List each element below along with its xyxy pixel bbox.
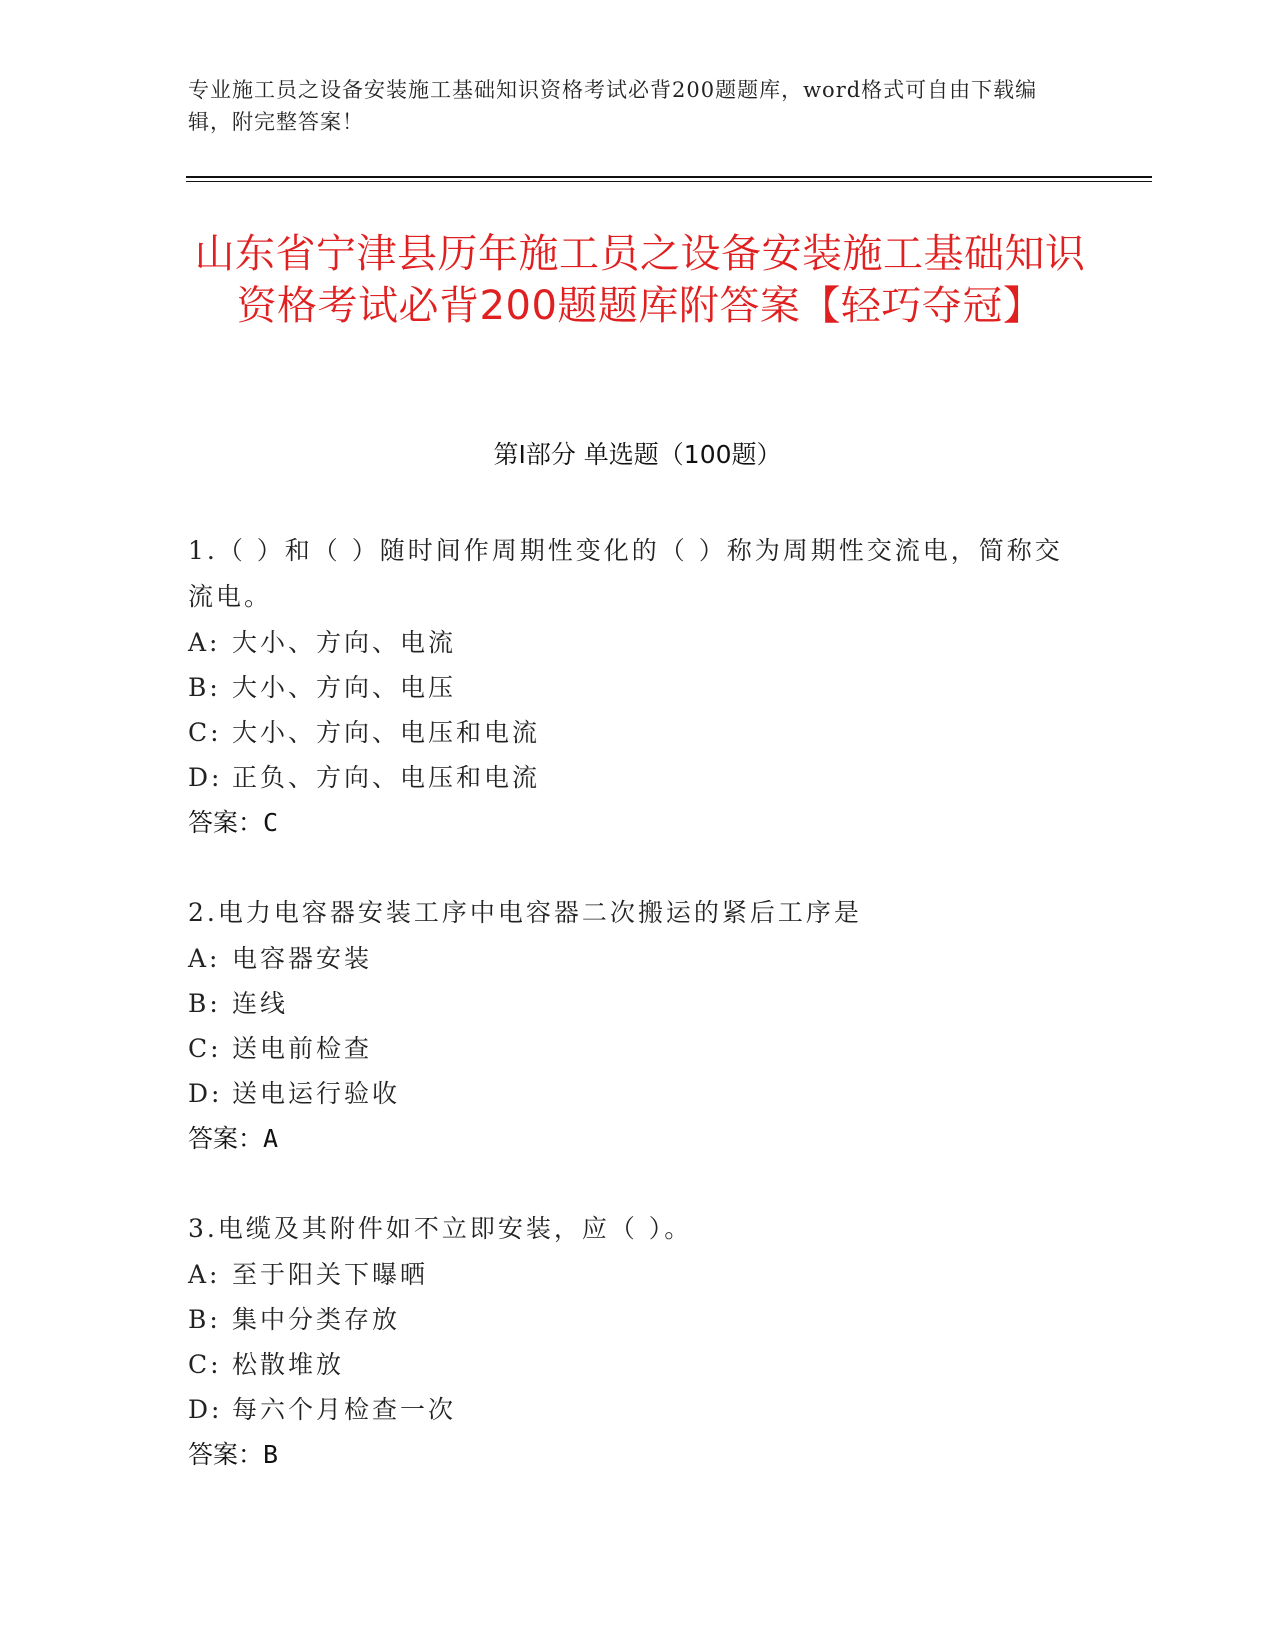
option-text: 大小、方向、电压和电流 <box>232 718 541 747</box>
answer-value: B <box>263 1440 279 1469</box>
option-text: 大小、方向、电压 <box>232 673 457 702</box>
option-text: 送电运行验收 <box>232 1079 401 1108</box>
question-stem: 1.（ ）和（ ）随时间作周期性变化的（ ）称为周期性交流电，简称交流电。 <box>188 536 1063 611</box>
question-3 <box>188 1206 1088 1478</box>
section-heading: 第Ⅰ部分 单选题（100题） <box>493 440 782 469</box>
question-stem: 3.电缆及其附件如不立即安装，应（ ）。 <box>188 1214 693 1243</box>
document-title: 山东省宁津县历年施工员之设备安装施工基础知识资格考试必背200题题库附答案【轻巧夺冠】 <box>194 231 1086 329</box>
option-letter: B: <box>188 989 221 1018</box>
option-d <box>188 755 1088 800</box>
answer-value: A <box>263 1124 279 1153</box>
option-d <box>188 1387 1088 1432</box>
option-b <box>188 981 1088 1026</box>
option-letter: A: <box>188 1260 221 1289</box>
question-stem: 2.电力电容器安装工序中电容器二次搬运的紧后工序是 <box>188 898 862 927</box>
option-c <box>188 710 1088 755</box>
option-c <box>188 1026 1088 1071</box>
answer-value: C <box>263 808 279 837</box>
question-2 <box>188 890 1088 1162</box>
option-text: 连线 <box>232 989 289 1018</box>
option-a <box>188 936 1088 981</box>
option-b <box>188 1297 1088 1342</box>
option-letter: C: <box>188 1350 222 1379</box>
question-list <box>188 528 1088 1522</box>
option-d <box>188 1071 1088 1116</box>
answer-label: 答案： <box>188 808 264 837</box>
option-letter: D: <box>188 763 223 792</box>
option-text: 送电前检查 <box>232 1034 373 1063</box>
option-text: 大小、方向、电流 <box>232 628 457 657</box>
option-a <box>188 620 1088 665</box>
header-divider-thin <box>186 181 1152 182</box>
option-letter: C: <box>188 718 222 747</box>
option-text: 至于阳关下曝晒 <box>232 1260 429 1289</box>
option-c <box>188 1342 1088 1387</box>
answer-line <box>188 1432 1088 1478</box>
question-1 <box>188 528 1088 846</box>
header-note: 专业施工员之设备安装施工基础知识资格考试必背200题题库，word格式可自由下载编辑，附完整答案！ <box>188 78 1038 134</box>
option-b <box>188 665 1088 710</box>
answer-label: 答案： <box>188 1440 264 1469</box>
answer-line <box>188 800 1088 846</box>
option-letter: C: <box>188 1034 222 1063</box>
header-divider <box>186 176 1152 178</box>
option-letter: D: <box>188 1079 223 1108</box>
option-text: 每六个月检查一次 <box>232 1395 457 1424</box>
option-letter: D: <box>188 1395 223 1424</box>
answer-line <box>188 1116 1088 1162</box>
option-text: 电容器安装 <box>232 944 373 973</box>
option-letter: B: <box>188 673 221 702</box>
option-text: 集中分类存放 <box>232 1305 401 1334</box>
option-text: 松散堆放 <box>232 1350 345 1379</box>
answer-label: 答案： <box>188 1124 264 1153</box>
option-letter: B: <box>188 1305 221 1334</box>
option-text: 正负、方向、电压和电流 <box>232 763 541 792</box>
option-letter: A: <box>188 628 221 657</box>
option-letter: A: <box>188 944 221 973</box>
option-a <box>188 1252 1088 1297</box>
